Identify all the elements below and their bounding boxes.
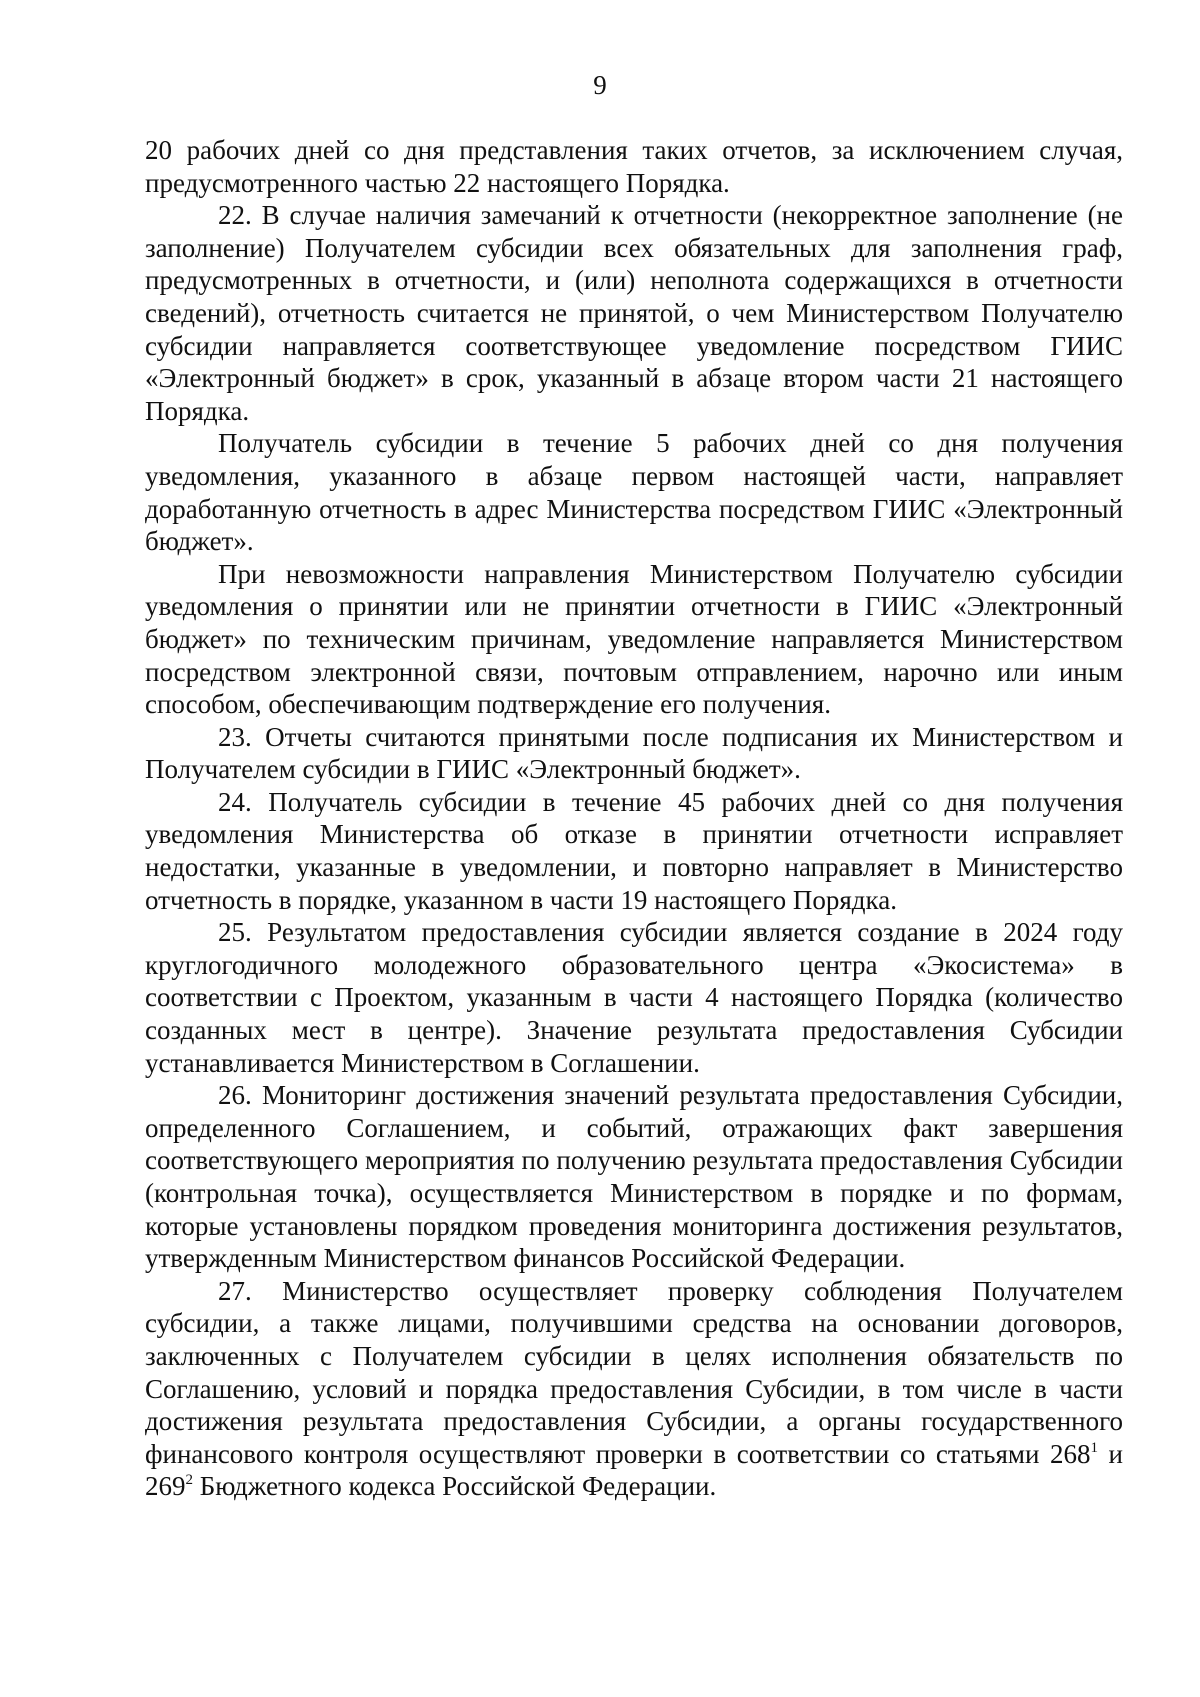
page-number: 9 [593,70,607,100]
superscript-2: 2 [185,1472,193,1489]
paragraph-clause-22-third: При невозможности направления Министерством Получателю субсидии уведомления о принятии или не принятии отчетности в ГИИС «Электронный бюджет» по техническим причинам, уведомление направляется Министерством посредством электронной связи, почтовым отправлением, нарочно или иным способом, обеспечивающим подтверждение его получения. [145,558,1123,720]
clause-27-text-after: Бюджетного кодекса Российской Федерации. [193,1471,717,1502]
paragraph-clause-25: 25. Результатом предоставления субсидии является создание в 2024 году круглогодичного молодежного образовательного центра «Экосистема» в соответствии с Проектом, указанным в части 4 настоящего Порядка (количество созданных мест в центре). Значение результата предоставления Субсидии устанавливается Министерством в Соглашении. [145,917,1123,1078]
superscript-1: 1 [1090,1439,1098,1456]
document-body [145,134,1123,1503]
paragraph-clause-27 [145,1275,1123,1503]
paragraph-clause-22-second: Получатель субсидии в течение 5 рабочих дней со дня получения уведомления, указанного в абзаце первом настоящей части, направляет доработанную отчетность в адрес Министерства посредством ГИИС «Электронный бюджет». [145,428,1123,557]
clause-27-text-before: 27. Министерство осуществляет проверку соблюдения Получателем субсидии, а также лицами, получившими средства на основании договоров, заключенных с Получателем субсидии в целях исполнения обязательств по Соглашению, условий и порядка предоставления Субсидии, в том числе в части достижения результата предоставления Субсидии, а органы государственного финансового контроля осуществляют проверки в соответствии со статьями 268 [145,1275,1123,1469]
paragraph-clause-22: 22. В случае наличия замечаний к отчетности (некорректное заполнение (не заполнение) Получателем субсидии всех обязательных для заполнения граф, предусмотренных в отчетности, и (или) неполнота содержащихся в отчетности сведений), отчетность считается не принятой, о чем Министерством Получателю субсидии направляется соответствующее уведомление посредством ГИИС «Электронный бюджет» в срок, указанный в абзаце втором части 21 настоящего Порядка. [145,200,1123,426]
paragraph-continuation: 20 рабочих дней со дня представления таких отчетов, за исключением случая, предусмотренного частью 22 настоящего Порядка. [145,135,1123,198]
paragraph-clause-26: 26. Мониторинг достижения значений результата предоставления Субсидии, определенного Соглашением, и событий, отражающих факт завершения соответствующего мероприятия по получению результата предоставления Субсидии (контрольная точка), осуществляется Министерством в порядке и по формам, которые установлены порядком проведения мониторинга достижения результатов, утвержденным Министерством финансов Российской Федерации. [145,1080,1123,1274]
paragraph-clause-23: 23. Отчеты считаются принятыми после подписания их Министерством и Получателем субсидии в ГИИС «Электронный бюджет». [145,721,1123,785]
clause-27-text-middle: и 269 [145,1438,1124,1502]
paragraph-clause-24: 24. Получатель субсидии в течение 45 рабочих дней со дня получения уведомления Министерства об отказе в принятии отчетности исправляет недостатки, указанные в уведомлении, и повторно направляет в Министерство отчетность в порядке, указанном в части 19 настоящего Порядка. [145,786,1123,915]
